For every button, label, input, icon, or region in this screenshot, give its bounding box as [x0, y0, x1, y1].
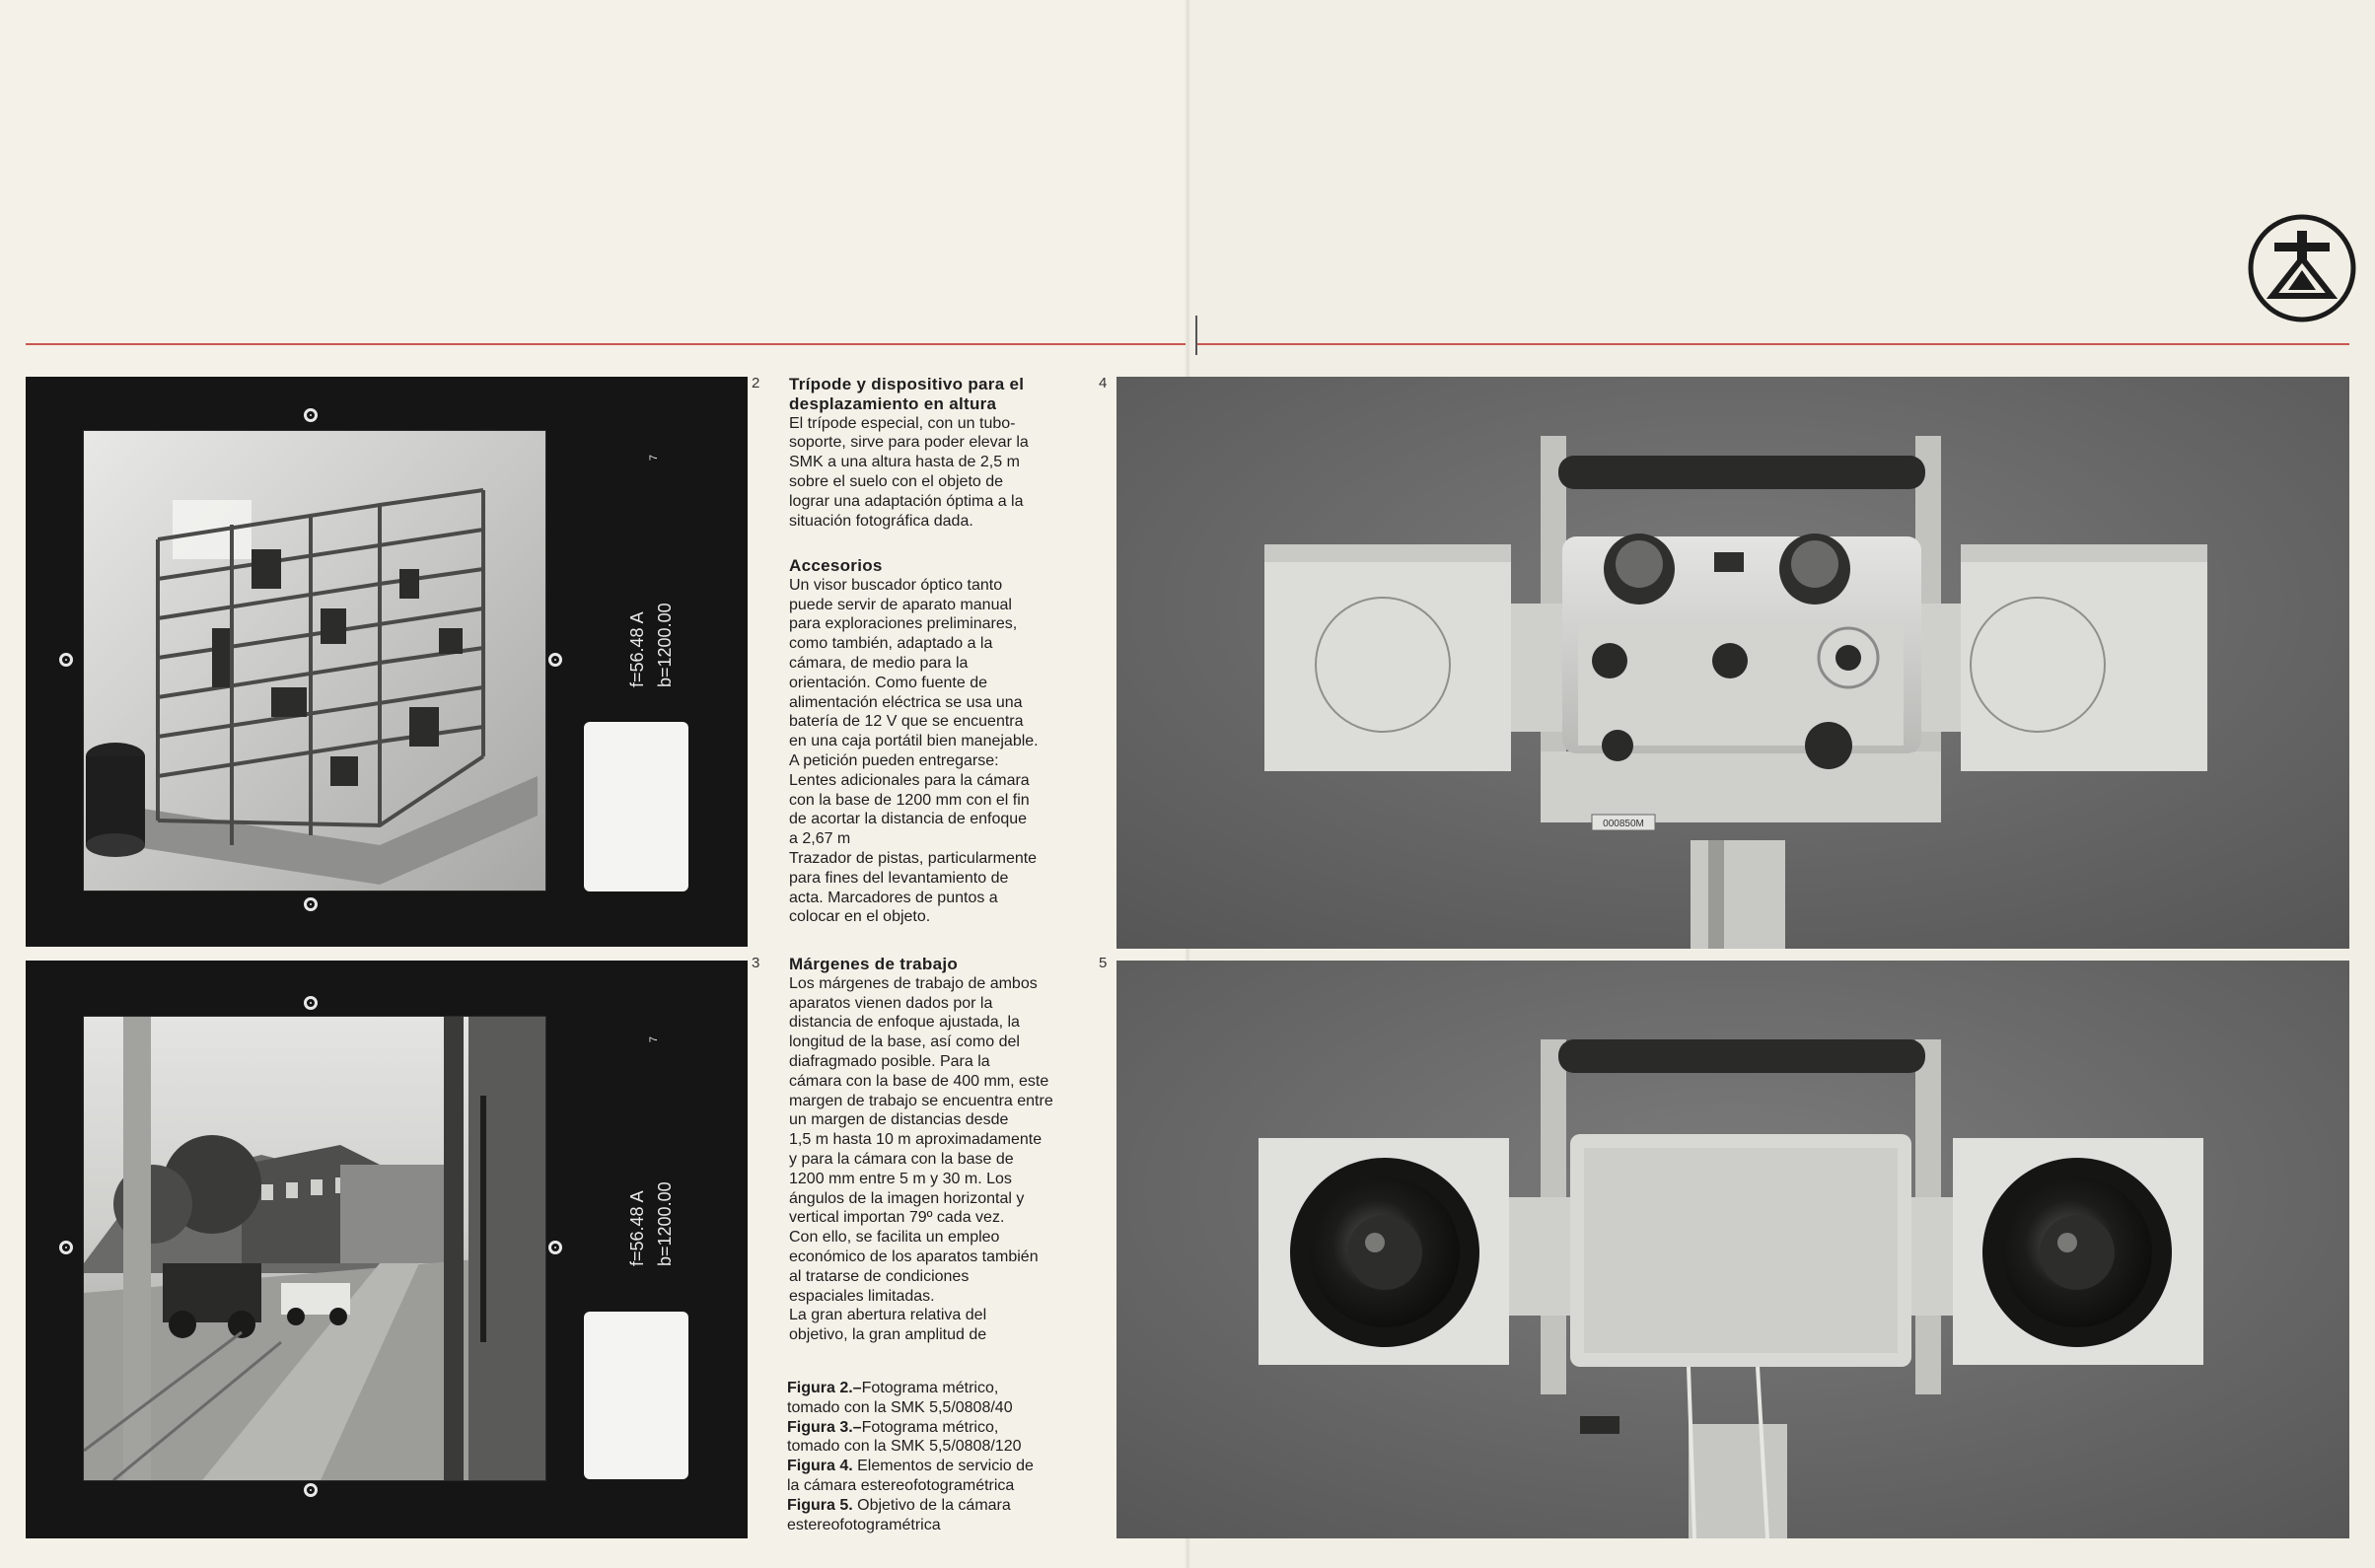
body-line: lograr una adaptación óptima a la — [789, 492, 1024, 510]
registration-mark — [59, 653, 73, 667]
body-line: El trípode especial, con un tubo- — [789, 414, 1016, 432]
body-line: en una caja portátil bien manejable. — [789, 733, 1039, 750]
body-line: puede servir de aparato manual — [789, 596, 1012, 613]
figure-number: 2 — [752, 375, 760, 392]
body-line: aparatos vienen dados por la — [789, 994, 993, 1012]
camera-controls-image — [1116, 377, 2349, 949]
body-line: económico de los aparatos también — [789, 1247, 1039, 1265]
red-rule-left — [26, 343, 1186, 345]
figure-number: 5 — [1099, 955, 1108, 971]
section-title: desplazamiento en altura — [789, 393, 997, 413]
caption: Figura 2.–Fotograma métrico, — [787, 1380, 999, 1396]
body-line: orientación. Como fuente de — [789, 674, 988, 691]
calibration-focal: f=56.48 A — [627, 611, 647, 687]
caption: tomado con la SMK 5,5/0808/40 — [787, 1398, 1013, 1416]
body-line: La gran abertura relativa del — [789, 1307, 987, 1324]
body-line: para exploraciones preliminares, — [789, 615, 1018, 633]
caption: estereofotogramétrica — [787, 1516, 941, 1533]
calibration-index: 7 — [648, 1035, 661, 1043]
registration-mark — [304, 408, 318, 422]
registration-mark — [548, 653, 562, 667]
body-line: Con ello, se facilita un empleo — [789, 1229, 1000, 1247]
body-line: como también, adaptado a la — [789, 635, 993, 653]
figure-captions — [787, 1379, 1113, 1534]
section-title: Accesorios — [789, 556, 883, 575]
body-line: de acortar la distancia de enfoque — [789, 811, 1028, 828]
section-title: Márgenes de trabajo — [789, 955, 959, 973]
caption: la cámara estereofotogramétrica — [787, 1476, 1015, 1494]
body-line: a 2,67 m — [789, 830, 851, 848]
body-line: longitud de la base, así como del — [789, 1033, 1020, 1051]
figure-4-photo — [1116, 377, 2349, 949]
body-line: 1200 mm entre 5 m y 30 m. Los — [789, 1170, 1012, 1187]
body-line: Los márgenes de trabajo de ambos — [789, 974, 1038, 992]
figure-2-photo — [83, 430, 546, 891]
body-line: y para la cámara con la base de — [789, 1150, 1014, 1168]
body-line: batería de 12 V que se encuentra — [789, 713, 1024, 731]
red-rule-right — [1197, 343, 2349, 345]
body-line: situación fotográfica dada. — [789, 512, 973, 530]
body-line: Lentes adicionales para la cámara — [789, 771, 1030, 789]
figure-number: 4 — [1099, 375, 1108, 392]
body-line: un margen de distancias desde — [789, 1111, 1009, 1129]
camera-plate: 000850M — [1603, 819, 1644, 829]
figure-number: 3 — [752, 955, 760, 971]
body-line: al tratarse de condiciones — [789, 1267, 970, 1285]
registration-mark — [304, 897, 318, 911]
registration-mark — [59, 1241, 73, 1254]
data-plate — [584, 722, 688, 891]
calibration-index: 7 — [648, 454, 661, 462]
body-line: con la base de 1200 mm con el fin — [789, 791, 1030, 809]
calibration-focal: f=56.48 A — [627, 1190, 647, 1266]
body-line: distancia de enfoque ajustada, la — [789, 1014, 1020, 1032]
body-line: SMK a una altura hasta de 2,5 m — [789, 454, 1020, 471]
body-line: colocar en el objeto. — [789, 908, 931, 926]
calibration-block — [615, 1158, 675, 1266]
body-line: cámara, de medio para la — [789, 654, 969, 672]
body-line: Un visor buscador óptico tanto — [789, 576, 1003, 594]
body-line: 1,5 m hasta 10 m aproximadamente — [789, 1131, 1043, 1149]
body-line: A petición pueden entregarse: — [789, 751, 999, 769]
body-line: sobre el suelo con el objeto de — [789, 472, 1004, 490]
spine-mark — [1195, 316, 1197, 355]
figure-3-photo — [83, 1016, 546, 1481]
caption: Figura 3.–Fotograma métrico, — [787, 1418, 999, 1436]
body-line: espaciales limitadas. — [789, 1287, 935, 1305]
figure-2-panel — [26, 377, 748, 947]
body-line: ángulos de la imagen horizontal y — [789, 1189, 1025, 1207]
caption: tomado con la SMK 5,5/0808/120 — [787, 1438, 1022, 1456]
data-plate — [584, 1312, 688, 1479]
registration-mark — [548, 1241, 562, 1254]
body-line: objetivo, la gran amplitud de — [789, 1326, 987, 1344]
body-line: diafragmado posible. Para la — [789, 1052, 990, 1070]
calibration-base: b=1200.00 — [655, 1181, 675, 1266]
calibration-block — [615, 579, 675, 687]
figure-3-panel — [26, 961, 748, 1538]
street-scene-image — [84, 1017, 545, 1480]
figure-5-photo — [1116, 961, 2349, 1538]
publisher-logo-icon — [2247, 213, 2357, 323]
body-line: Trazador de pistas, particularmente — [789, 849, 1038, 867]
camera-lenses-image — [1116, 961, 2349, 1538]
registration-mark — [304, 1483, 318, 1497]
body-line: acta. Marcadores de puntos a — [789, 889, 998, 906]
industrial-model-image — [84, 431, 545, 891]
body-line: margen de trabajo se encuentra entre — [789, 1092, 1053, 1109]
body-line: alimentación eléctrica se usa una — [789, 693, 1023, 711]
section-tripode — [789, 375, 1108, 531]
body-line: para fines del levantamiento de — [789, 869, 1009, 887]
caption: Figura 5. Objetivo de la cámara — [787, 1496, 1011, 1514]
section-margenes — [789, 955, 1108, 1345]
section-accesorios — [789, 556, 1105, 927]
section-title: Trípode y dispositivo para el — [789, 375, 1025, 393]
calibration-base: b=1200.00 — [655, 603, 675, 687]
body-line: vertical importan 79º cada vez. — [789, 1209, 1005, 1227]
body-line: soporte, sirve para poder elevar la — [789, 434, 1029, 452]
registration-mark — [304, 996, 318, 1010]
caption: Figura 4. Elementos de servicio de — [787, 1458, 1034, 1475]
body-line: cámara con la base de 400 mm, este — [789, 1072, 1049, 1090]
